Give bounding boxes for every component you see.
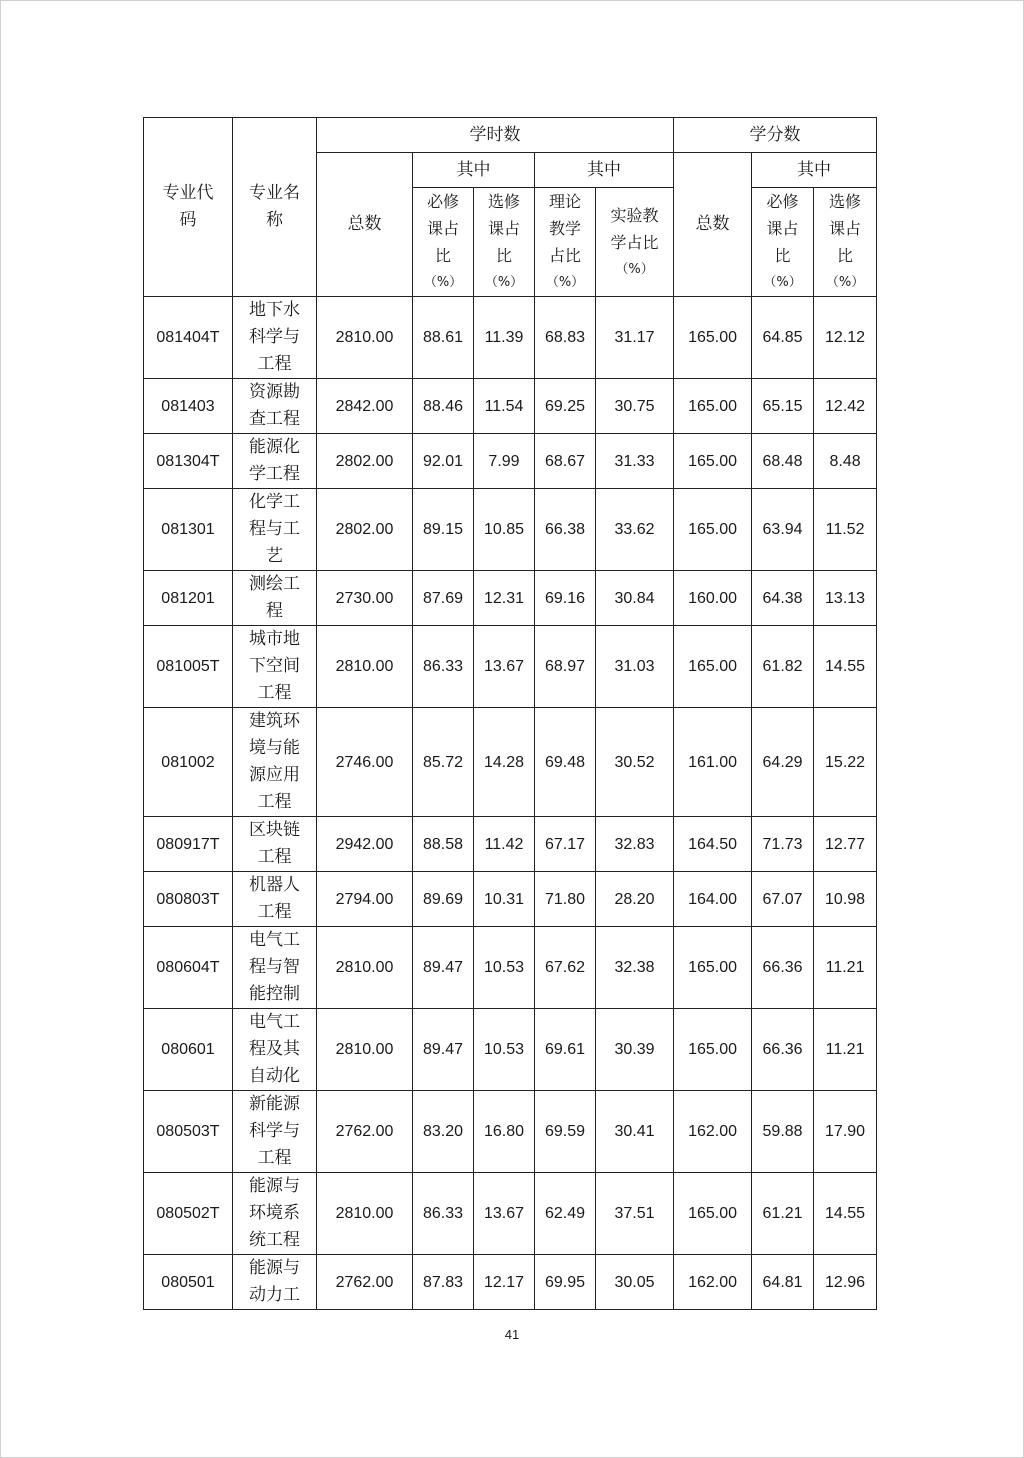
cell-required-hours-pct: 89.69 (413, 872, 474, 927)
cell-required-credits-pct: 71.73 (752, 817, 814, 872)
table-row (144, 571, 877, 626)
cell-required-credits-pct: 67.07 (752, 872, 814, 927)
cell-required-hours-pct: 87.83 (413, 1255, 474, 1310)
cell-theory-pct: 69.61 (535, 1009, 596, 1091)
cell-total-hours: 2810.00 (317, 626, 413, 708)
cell-total-credits: 165.00 (674, 489, 752, 571)
cell-elective-hours-pct: 13.67 (474, 626, 535, 708)
cell-required-hours-pct: 83.20 (413, 1091, 474, 1173)
cell-theory-pct: 69.25 (535, 379, 596, 434)
header-code: 专业代 码 (144, 118, 233, 297)
cell-required-credits-pct: 65.15 (752, 379, 814, 434)
header-credits-group: 学分数 (674, 118, 877, 153)
cell-theory-pct: 66.38 (535, 489, 596, 571)
cell-lab-pct: 32.83 (596, 817, 674, 872)
cell-elective-hours-pct: 16.80 (474, 1091, 535, 1173)
table-row (144, 489, 877, 571)
cell-elective-credits-pct: 12.42 (814, 379, 877, 434)
cell-major-name: 区块链 工程 (233, 817, 317, 872)
header-theory (535, 188, 596, 297)
cell-major-code: 080917T (144, 817, 233, 872)
header-hours-total: 总数 (317, 153, 413, 297)
cell-total-hours: 2794.00 (317, 872, 413, 927)
cell-total-hours: 2810.00 (317, 297, 413, 379)
cell-total-credits: 165.00 (674, 1173, 752, 1255)
cell-lab-pct: 31.33 (596, 434, 674, 489)
header-pct: （%） (545, 275, 585, 290)
header-hours-of-which-1: 其中 (413, 153, 535, 188)
cell-total-hours: 2730.00 (317, 571, 413, 626)
cell-major-name: 测绘工 程 (233, 571, 317, 626)
cell-theory-pct: 69.48 (535, 708, 596, 817)
cell-major-code: 080502T (144, 1173, 233, 1255)
table-row (144, 297, 877, 379)
table-row (144, 626, 877, 708)
table-row (144, 434, 877, 489)
cell-total-hours: 2810.00 (317, 1009, 413, 1091)
cell-total-credits: 165.00 (674, 927, 752, 1009)
cell-elective-credits-pct: 11.21 (814, 927, 877, 1009)
cell-major-code: 081301 (144, 489, 233, 571)
cell-elective-hours-pct: 10.31 (474, 872, 535, 927)
cell-total-credits: 165.00 (674, 434, 752, 489)
cell-elective-hours-pct: 12.17 (474, 1255, 535, 1310)
cell-required-hours-pct: 87.69 (413, 571, 474, 626)
cell-theory-pct: 71.80 (535, 872, 596, 927)
table-row (144, 1009, 877, 1091)
cell-required-credits-pct: 64.85 (752, 297, 814, 379)
cell-major-name: 能源与 动力工 (233, 1255, 317, 1310)
header-lab-label: 实验教 学占比 (610, 205, 659, 252)
cell-total-hours: 2842.00 (317, 379, 413, 434)
table-row (144, 708, 877, 817)
cell-elective-credits-pct: 12.12 (814, 297, 877, 379)
cell-elective-credits-pct: 15.22 (814, 708, 877, 817)
cell-required-hours-pct: 89.47 (413, 1009, 474, 1091)
cell-elective-credits-pct: 13.13 (814, 571, 877, 626)
cell-major-code: 080501 (144, 1255, 233, 1310)
cell-required-credits-pct: 59.88 (752, 1091, 814, 1173)
cell-major-name: 城市地 下空间 工程 (233, 626, 317, 708)
cell-total-hours: 2942.00 (317, 817, 413, 872)
cell-total-credits: 164.50 (674, 817, 752, 872)
header-pct: （%） (763, 275, 802, 290)
table-row (144, 817, 877, 872)
cell-major-name: 电气工 程及其 自动化 (233, 1009, 317, 1091)
cell-total-credits: 160.00 (674, 571, 752, 626)
header-pct: （%） (825, 275, 865, 290)
cell-major-code: 080503T (144, 1091, 233, 1173)
header-credits-of-which: 其中 (752, 153, 877, 188)
cell-required-hours-pct: 86.33 (413, 1173, 474, 1255)
cell-total-credits: 161.00 (674, 708, 752, 817)
cell-major-code: 081002 (144, 708, 233, 817)
cell-required-hours-pct: 88.58 (413, 817, 474, 872)
cell-total-credits: 165.00 (674, 379, 752, 434)
cell-elective-credits-pct: 17.90 (814, 1091, 877, 1173)
cell-elective-hours-pct: 11.54 (474, 379, 535, 434)
cell-elective-credits-pct: 14.55 (814, 1173, 877, 1255)
header-pct: （%） (615, 261, 654, 277)
cell-elective-hours-pct: 14.28 (474, 708, 535, 817)
table-row (144, 927, 877, 1009)
cell-elective-hours-pct: 10.53 (474, 927, 535, 1009)
table-row (144, 1091, 877, 1173)
cell-major-code: 081403 (144, 379, 233, 434)
cell-elective-hours-pct: 7.99 (474, 434, 535, 489)
cell-required-credits-pct: 63.94 (752, 489, 814, 571)
cell-total-credits: 165.00 (674, 1009, 752, 1091)
cell-major-name: 建筑环 境与能 源应用 工程 (233, 708, 317, 817)
cell-lab-pct: 30.05 (596, 1255, 674, 1310)
cell-required-credits-pct: 64.29 (752, 708, 814, 817)
cell-major-name: 化学工 程与工 艺 (233, 489, 317, 571)
cell-total-hours: 2762.00 (317, 1255, 413, 1310)
cell-total-hours: 2810.00 (317, 927, 413, 1009)
cell-elective-hours-pct: 12.31 (474, 571, 535, 626)
cell-required-hours-pct: 86.33 (413, 626, 474, 708)
cell-theory-pct: 67.62 (535, 927, 596, 1009)
cell-required-hours-pct: 88.61 (413, 297, 474, 379)
cell-total-hours: 2762.00 (317, 1091, 413, 1173)
cell-total-credits: 165.00 (674, 626, 752, 708)
cell-major-name: 机器人 工程 (233, 872, 317, 927)
cell-lab-pct: 32.38 (596, 927, 674, 1009)
cell-major-code: 080604T (144, 927, 233, 1009)
header-lab (596, 188, 674, 297)
cell-major-name: 电气工 程与智 能控制 (233, 927, 317, 1009)
cell-major-name: 能源化 学工程 (233, 434, 317, 489)
cell-major-code: 080803T (144, 872, 233, 927)
cell-required-hours-pct: 89.15 (413, 489, 474, 571)
cell-elective-credits-pct: 10.98 (814, 872, 877, 927)
cell-lab-pct: 30.52 (596, 708, 674, 817)
header-hours-group: 学时数 (317, 118, 674, 153)
page-number: 41 (504, 1327, 520, 1342)
cell-major-name: 能源与 环境系 统工程 (233, 1173, 317, 1255)
cell-major-code: 081201 (144, 571, 233, 626)
cell-theory-pct: 67.17 (535, 817, 596, 872)
cell-theory-pct: 68.83 (535, 297, 596, 379)
cell-required-hours-pct: 85.72 (413, 708, 474, 817)
table-row (144, 872, 877, 927)
cell-major-code: 081404T (144, 297, 233, 379)
cell-theory-pct: 69.95 (535, 1255, 596, 1310)
header-name: 专业名 称 (233, 118, 317, 297)
cell-major-code: 080601 (144, 1009, 233, 1091)
cell-theory-pct: 62.49 (535, 1173, 596, 1255)
cell-elective-hours-pct: 10.53 (474, 1009, 535, 1091)
header-elective-hours-label: 选修 课占 比 (487, 192, 520, 265)
header-theory-label: 理论 教学 占比 (548, 192, 581, 265)
cell-elective-credits-pct: 8.48 (814, 434, 877, 489)
cell-total-credits: 165.00 (674, 297, 752, 379)
cell-lab-pct: 30.84 (596, 571, 674, 626)
cell-major-name: 资源勘 查工程 (233, 379, 317, 434)
cell-required-credits-pct: 61.82 (752, 626, 814, 708)
header-elective-hours (474, 188, 535, 297)
table-row (144, 1255, 877, 1310)
cell-total-credits: 162.00 (674, 1091, 752, 1173)
table-row (144, 1173, 877, 1255)
cell-required-hours-pct: 88.46 (413, 379, 474, 434)
cell-required-hours-pct: 92.01 (413, 434, 474, 489)
header-required-hours (413, 188, 474, 297)
cell-total-hours: 2746.00 (317, 708, 413, 817)
cell-lab-pct: 28.20 (596, 872, 674, 927)
cell-required-hours-pct: 89.47 (413, 927, 474, 1009)
cell-elective-credits-pct: 14.55 (814, 626, 877, 708)
cell-lab-pct: 30.39 (596, 1009, 674, 1091)
header-required-hours-label: 必修 课占 比 (426, 192, 459, 265)
cell-lab-pct: 30.41 (596, 1091, 674, 1173)
table-row (144, 379, 877, 434)
cell-lab-pct: 31.03 (596, 626, 674, 708)
cell-required-credits-pct: 61.21 (752, 1173, 814, 1255)
curriculum-table (143, 117, 877, 1310)
cell-major-name: 地下水 科学与 工程 (233, 297, 317, 379)
cell-major-name: 新能源 科学与 工程 (233, 1091, 317, 1173)
cell-major-code: 081304T (144, 434, 233, 489)
cell-required-credits-pct: 64.38 (752, 571, 814, 626)
cell-lab-pct: 37.51 (596, 1173, 674, 1255)
cell-lab-pct: 31.17 (596, 297, 674, 379)
header-hours-of-which-2: 其中 (535, 153, 674, 188)
header-required-credits (752, 188, 814, 297)
cell-theory-pct: 68.67 (535, 434, 596, 489)
header-required-credits-label: 必修 课占 比 (766, 192, 799, 265)
cell-elective-hours-pct: 11.42 (474, 817, 535, 872)
header-credits-total: 总数 (674, 153, 752, 297)
header-elective-credits (814, 188, 877, 297)
cell-major-code: 081005T (144, 626, 233, 708)
cell-required-credits-pct: 68.48 (752, 434, 814, 489)
cell-theory-pct: 69.16 (535, 571, 596, 626)
cell-elective-credits-pct: 12.77 (814, 817, 877, 872)
cell-elective-credits-pct: 11.21 (814, 1009, 877, 1091)
cell-theory-pct: 69.59 (535, 1091, 596, 1173)
cell-total-credits: 162.00 (674, 1255, 752, 1310)
cell-required-credits-pct: 64.81 (752, 1255, 814, 1310)
cell-lab-pct: 33.62 (596, 489, 674, 571)
cell-elective-hours-pct: 13.67 (474, 1173, 535, 1255)
cell-elective-hours-pct: 11.39 (474, 297, 535, 379)
cell-theory-pct: 68.97 (535, 626, 596, 708)
cell-lab-pct: 30.75 (596, 379, 674, 434)
cell-elective-credits-pct: 11.52 (814, 489, 877, 571)
cell-required-credits-pct: 66.36 (752, 927, 814, 1009)
cell-total-hours: 2810.00 (317, 1173, 413, 1255)
header-pct: （%） (423, 275, 463, 290)
cell-elective-hours-pct: 10.85 (474, 489, 535, 571)
cell-total-hours: 2802.00 (317, 434, 413, 489)
cell-required-credits-pct: 66.36 (752, 1009, 814, 1091)
cell-elective-credits-pct: 12.96 (814, 1255, 877, 1310)
cell-total-credits: 164.00 (674, 872, 752, 927)
header-elective-credits-label: 选修 课占 比 (829, 192, 862, 265)
cell-total-hours: 2802.00 (317, 489, 413, 571)
header-pct: （%） (484, 275, 524, 290)
